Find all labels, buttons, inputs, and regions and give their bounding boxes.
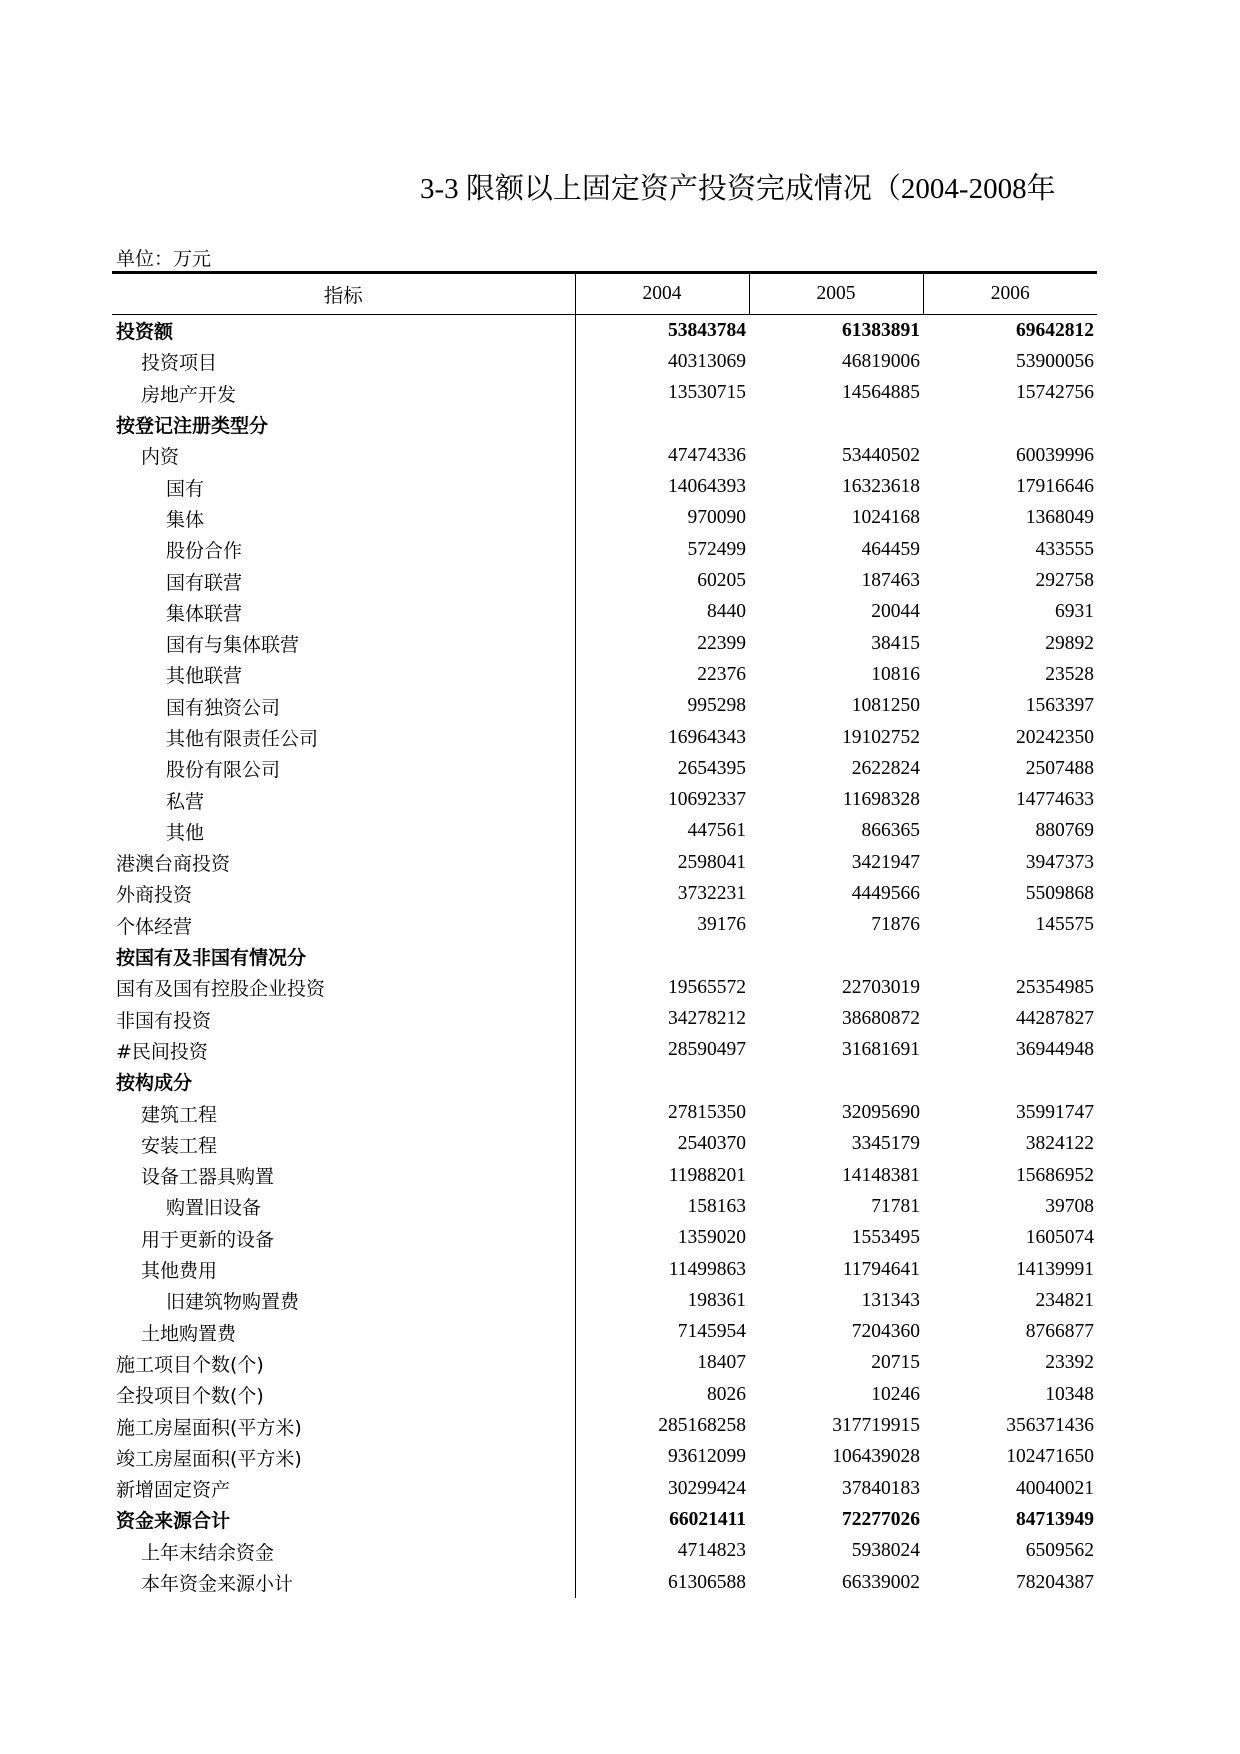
row-label: 按登记注册类型分 [112,409,575,440]
row-label: 其他费用 [112,1254,575,1285]
value-2006: 14774633 [1016,789,1094,811]
value-2004: 11988201 [668,1164,746,1186]
value-2004: 285168258 [658,1415,746,1437]
table-row [112,1348,1097,1379]
value-2006: 17916646 [1016,476,1094,498]
value-2004: 198361 [687,1289,746,1311]
value-2005 [749,941,923,972]
value-2005: 11698328 [842,789,920,811]
value-2005: 38415 [871,632,920,654]
value-2006: 1605074 [1025,1227,1094,1249]
value-2006: 36944948 [1016,1039,1094,1061]
value-2004: 40313069 [668,350,746,372]
value-2006: 35991747 [1016,1102,1094,1124]
value-2005: 20044 [871,601,920,623]
value-2004: 4714823 [677,1540,746,1562]
table-row [112,503,1097,534]
value-2004 [575,941,749,972]
value-2006: 14139991 [1016,1258,1094,1280]
row-label: 设备工器具购置 [112,1160,575,1191]
value-2005: 38680872 [842,1008,920,1030]
value-2005: 866365 [861,820,920,842]
value-2005: 31681691 [842,1039,920,1061]
table-row [112,534,1097,565]
value-2004: 8026 [707,1383,746,1405]
value-2005: 10816 [871,663,920,685]
value-2005: 1081250 [851,695,920,717]
table-row [112,315,1097,347]
row-label: 集体 [112,503,575,534]
value-2005: 22703019 [842,976,920,998]
value-2006: 2507488 [1025,757,1094,779]
value-2005: 37840183 [842,1477,920,1499]
value-2004: 60205 [697,570,746,592]
column-header-indicator: 指标 [112,273,575,315]
value-2004: 11499863 [668,1258,746,1280]
value-2006: 880769 [1035,820,1094,842]
page-title: 3-3 限额以上固定资产投资完成情况（2004-2008年 [420,173,1056,205]
table-row [112,1379,1097,1410]
row-label: 土地购置费 [112,1317,575,1348]
value-2004: 8440 [707,601,746,623]
value-2004: 22399 [697,632,746,654]
row-label: 外商投资 [112,878,575,909]
value-2006: 53900056 [1016,350,1094,372]
table-row [112,816,1097,847]
value-2004: 14064393 [668,476,746,498]
value-2006: 15742756 [1016,382,1094,404]
value-2005: 3421947 [851,851,920,873]
table-row [112,753,1097,784]
value-2004: 19565572 [668,976,746,998]
value-2005: 20715 [871,1352,920,1374]
row-label: 国有及国有控股企业投资 [112,972,575,1003]
column-header-2004: 2004 [575,273,749,315]
value-2004: 3732231 [677,882,746,904]
value-2006: 6931 [1055,601,1094,623]
row-label: 施工房屋面积(平方米) [112,1410,575,1441]
value-2006: 78204387 [1016,1571,1094,1593]
table-row [112,471,1097,502]
value-2005: 5938024 [851,1540,920,1562]
value-2005: 53440502 [842,444,920,466]
table-row [112,565,1097,596]
value-2006: 3824122 [1025,1133,1094,1155]
value-2004: 447561 [687,820,746,842]
value-2006: 102471650 [1006,1446,1094,1468]
value-2006: 15686952 [1016,1164,1094,1186]
value-2005: 16323618 [842,476,920,498]
value-2005: 61383891 [842,319,920,341]
value-2005: 187463 [861,570,920,592]
value-2004: 61306588 [668,1571,746,1593]
value-2005: 1553495 [851,1227,920,1249]
table-row [112,378,1097,409]
value-2005: 3345179 [851,1133,920,1155]
table-row [112,659,1097,690]
row-label: 国有联营 [112,565,575,596]
value-2006: 5509868 [1025,882,1094,904]
table-row [112,691,1097,722]
table-row [112,628,1097,659]
value-2004: 28590497 [668,1039,746,1061]
table-row [112,1285,1097,1316]
value-2006: 433555 [1035,538,1094,560]
value-2004: 30299424 [668,1477,746,1499]
table-row [112,1191,1097,1222]
value-2006: 145575 [1035,914,1094,936]
row-label: 投资额 [112,315,575,347]
value-2006: 356371436 [1006,1415,1094,1437]
value-2005: 10246 [871,1383,920,1405]
row-label: 内资 [112,440,575,471]
table-row [112,1035,1097,1066]
value-2004: 53843784 [668,319,746,341]
row-label: 购置旧设备 [112,1191,575,1222]
value-2004: 39176 [697,914,746,936]
value-2004: 27815350 [668,1102,746,1124]
row-label: 施工项目个数(个) [112,1348,575,1379]
header-row [112,273,1097,315]
row-label: 竣工房屋面积(平方米) [112,1442,575,1473]
value-2006 [923,409,1097,440]
value-2005: 4449566 [851,882,920,904]
table-row [112,1536,1097,1567]
row-label: 私营 [112,784,575,815]
value-2006: 1368049 [1025,507,1094,529]
value-2004: 7145954 [677,1321,746,1343]
table-row [112,878,1097,909]
table-row [112,1442,1097,1473]
table-row [112,722,1097,753]
investment-table [112,271,1097,1598]
value-2005: 7204360 [851,1321,920,1343]
row-label: 上年末结余资金 [112,1536,575,1567]
value-2006: 20242350 [1016,726,1094,748]
value-2006: 29892 [1045,632,1094,654]
value-2006: 234821 [1035,1289,1094,1311]
row-label: 用于更新的设备 [112,1223,575,1254]
value-2006: 23528 [1045,663,1094,685]
value-2004: 18407 [697,1352,746,1374]
value-2005: 71876 [871,914,920,936]
value-2004: 158163 [687,1195,746,1217]
unit-label: 单位：万元 [116,249,212,270]
row-label: 投资项目 [112,346,575,377]
row-label: 国有与集体联营 [112,628,575,659]
row-label: 其他有限责任公司 [112,722,575,753]
value-2004: 572499 [687,538,746,560]
value-2004: 970090 [687,507,746,529]
value-2006: 25354985 [1016,976,1094,998]
value-2006: 39708 [1045,1195,1094,1217]
value-2004: 34278212 [668,1008,746,1030]
value-2004: 16964343 [668,726,746,748]
column-header-2006: 2006 [923,273,1097,315]
table-body [112,315,1097,1599]
table-row [112,1567,1097,1598]
table-row [112,1129,1097,1160]
value-2006: 69642812 [1016,319,1094,341]
row-label: 安装工程 [112,1129,575,1160]
table-row [112,784,1097,815]
value-2006 [923,941,1097,972]
table-row [112,1223,1097,1254]
value-2004: 10692337 [668,789,746,811]
value-2005: 19102752 [842,726,920,748]
row-label: 本年资金来源小计 [112,1567,575,1598]
table-row [112,1160,1097,1191]
row-label: 港澳台商投资 [112,847,575,878]
value-2004: 2598041 [677,851,746,873]
row-label: 房地产开发 [112,378,575,409]
value-2005: 32095690 [842,1102,920,1124]
row-label: 股份合作 [112,534,575,565]
value-2006: 8766877 [1025,1321,1094,1343]
value-2005: 317719915 [832,1415,920,1437]
value-2005: 11794641 [842,1258,920,1280]
value-2006: 44287827 [1016,1008,1094,1030]
row-label: 国有 [112,471,575,502]
value-2006: 292758 [1035,570,1094,592]
value-2006: 40040021 [1016,1477,1094,1499]
table-row [112,1254,1097,1285]
value-2004: 47474336 [668,444,746,466]
value-2004: 995298 [687,695,746,717]
value-2004: 93612099 [668,1446,746,1468]
table-row [112,1097,1097,1128]
value-2005: 46819006 [842,350,920,372]
table-row [112,910,1097,941]
row-label: #民间投资 [112,1035,575,1066]
table-row [112,972,1097,1003]
value-2006: 6509562 [1025,1540,1094,1562]
row-label: 建筑工程 [112,1097,575,1128]
table-row [112,1317,1097,1348]
value-2006: 60039996 [1016,444,1094,466]
value-2006: 84713949 [1016,1508,1094,1530]
table-row [112,1504,1097,1535]
value-2005: 464459 [861,538,920,560]
value-2004 [575,1066,749,1097]
row-label: 新增固定资产 [112,1473,575,1504]
row-label: 股份有限公司 [112,753,575,784]
value-2006: 23392 [1045,1352,1094,1374]
table-row [112,847,1097,878]
value-2006: 1563397 [1025,695,1094,717]
row-label: 集体联营 [112,597,575,628]
value-2005: 131343 [861,1289,920,1311]
value-2004: 1359020 [677,1227,746,1249]
row-label: 其他 [112,816,575,847]
row-label: 非国有投资 [112,1004,575,1035]
value-2004: 66021411 [669,1508,746,1530]
value-2004: 2540370 [677,1133,746,1155]
row-label: 全投项目个数(个) [112,1379,575,1410]
row-label: 旧建筑物购置费 [112,1285,575,1316]
table-row [112,597,1097,628]
table-row [112,1410,1097,1441]
column-header-2005: 2005 [749,273,923,315]
row-label: 按国有及非国有情况分 [112,941,575,972]
value-2005 [749,409,923,440]
table-row [112,409,1097,440]
table-row [112,941,1097,972]
row-label: 资金来源合计 [112,1504,575,1535]
table-row [112,440,1097,471]
value-2005: 66339002 [842,1571,920,1593]
value-2006: 3947373 [1025,851,1094,873]
row-label: 个体经营 [112,910,575,941]
table-row [112,1473,1097,1504]
row-label: 其他联营 [112,659,575,690]
row-label: 按构成分 [112,1066,575,1097]
value-2005: 106439028 [832,1446,920,1468]
value-2004: 13530715 [668,382,746,404]
value-2005: 14148381 [842,1164,920,1186]
value-2005: 14564885 [842,382,920,404]
value-2006 [923,1066,1097,1097]
value-2005: 2622824 [851,757,920,779]
value-2005: 72277026 [842,1508,920,1530]
value-2005 [749,1066,923,1097]
value-2004: 2654395 [677,757,746,779]
value-2004: 22376 [697,663,746,685]
row-label: 国有独资公司 [112,691,575,722]
value-2005: 1024168 [851,507,920,529]
value-2005: 71781 [871,1195,920,1217]
table-row [112,1066,1097,1097]
value-2006: 10348 [1045,1383,1094,1405]
table-row [112,1004,1097,1035]
table-row [112,346,1097,377]
value-2004 [575,409,749,440]
